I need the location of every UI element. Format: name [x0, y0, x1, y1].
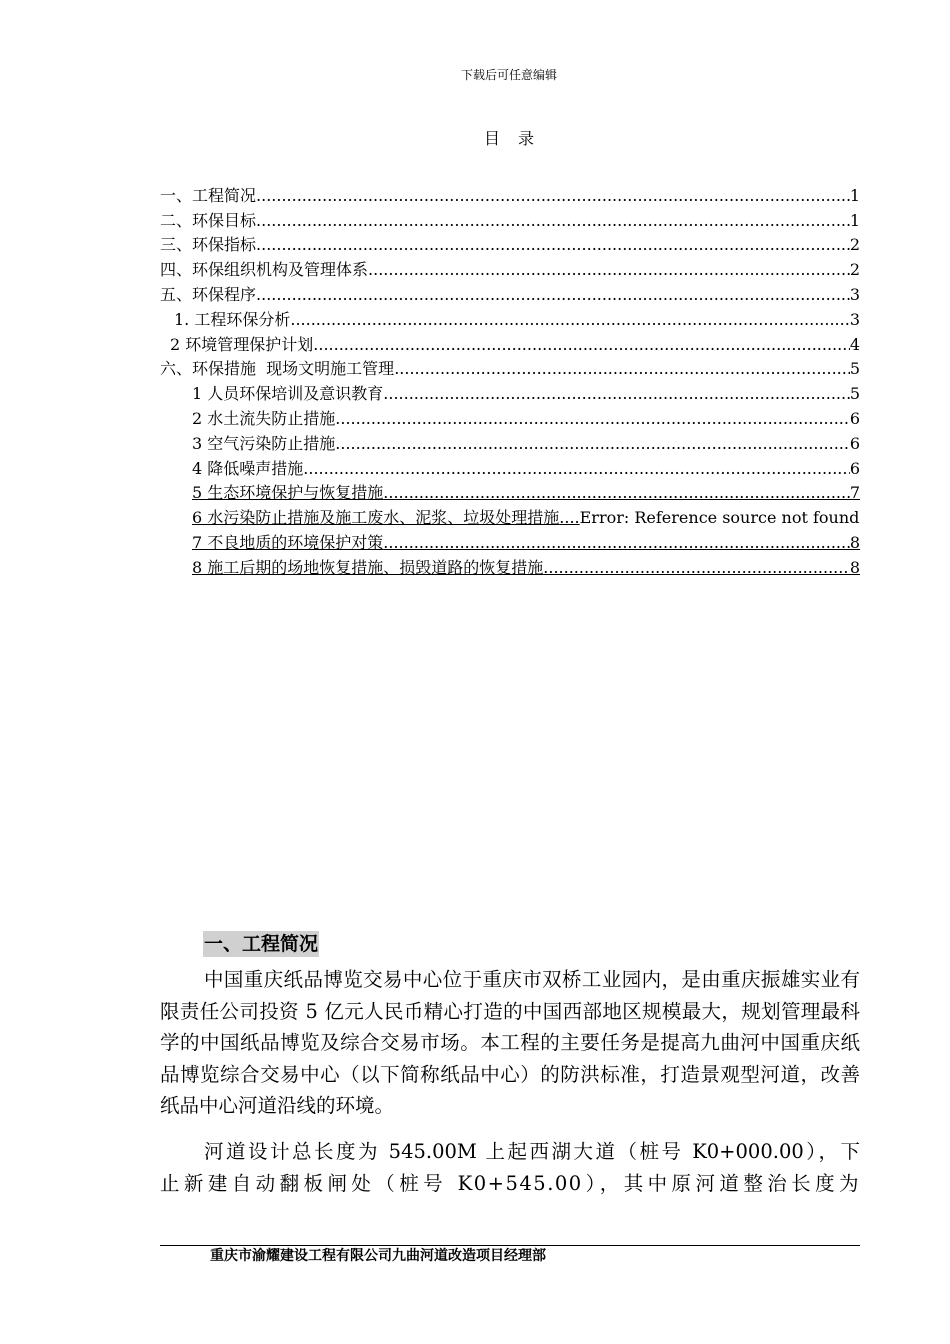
toc-leader [256, 184, 850, 208]
toc-entry-label: 4 降低噪声措施 [192, 458, 304, 478]
toc-entry-label: 2 环境管理保护计划 [170, 334, 314, 354]
toc-entry[interactable] [160, 357, 860, 382]
body-paragraph: 中国重庆纸品博览交易中心位于重庆市双桥工业园内，是由重庆振雄实业有限责任公司投资 5 亿元人民币精心打造的中国西部地区规模最大，规划管理最科学的中国纸品博览及综合交易市场。本工程的主要任务是提高九曲河中国重庆纸品博览综合交易中心（以下简称纸品中心）的防洪标准，打造景观型河道，改善纸品中心河道沿线的环境。 [160, 968, 860, 1117]
toc-title-right: 录 [518, 129, 535, 148]
toc-entry-page: 8 [849, 533, 860, 553]
toc-entry-page: 3 [849, 284, 860, 304]
body-line: 河道设计总长度为 545.00M 上起西湖大道（桩号 K0+000.00），下 [204, 1140, 860, 1163]
toc-entry-page: 3 [849, 309, 860, 329]
toc-entry[interactable] [160, 208, 860, 233]
toc-entry-page: 6 [849, 408, 860, 428]
toc-entry-label: 四、环保组织机构及管理体系 [160, 260, 369, 280]
toc-leader [543, 556, 850, 580]
toc-entry[interactable] [160, 431, 860, 456]
header-note: 下载后可任意编辑 [460, 68, 557, 82]
toc-entry-page: 6 [849, 433, 860, 453]
reference-error-text: Error: Reference source not found [579, 508, 860, 528]
toc-entry[interactable] [160, 183, 860, 208]
toc-entry-label: 8 施工后期的场地恢复措施、损毁道路的恢复措施 [192, 557, 544, 577]
toc-entry-label: 7 不良地质的环境保护对策 [192, 533, 384, 553]
toc-entry-page: 4 [849, 334, 860, 354]
toc-leader [256, 283, 850, 307]
toc-entry-link[interactable] [160, 555, 860, 580]
toc-entry-page: 1 [849, 185, 860, 205]
toc-leader [303, 457, 850, 481]
toc-entry-label: 三、环保指标 [160, 235, 257, 255]
toc-leader [335, 407, 850, 431]
toc-entry[interactable] [160, 406, 860, 431]
toc-leader [335, 432, 850, 456]
footer-text: 重庆市渝耀建设工程有限公司九曲河道改造项目经理部 [210, 1248, 546, 1264]
toc-entry-label: 6 水污染防止措施及施工废水、泥浆、垃圾处理措施 [192, 508, 560, 528]
toc-entry-page: 1 [849, 210, 860, 230]
toc-leader [383, 481, 850, 505]
toc-entry-label: 1 人员环保培训及意识教育 [192, 384, 384, 404]
toc-entry[interactable] [160, 381, 860, 406]
toc-title-left: 目 [483, 129, 500, 148]
toc-entry-link[interactable] [160, 481, 860, 506]
toc-entry[interactable] [160, 282, 860, 307]
toc-entry-page: 5 [849, 359, 860, 379]
table-of-contents [160, 183, 860, 580]
toc-entry-page: 6 [849, 458, 860, 478]
toc-entry-label: 六、环保措施 现场文明施工管理 [160, 359, 395, 379]
toc-entry[interactable] [160, 307, 860, 332]
toc-leader [290, 308, 849, 332]
toc-entry[interactable] [160, 233, 860, 258]
toc-leader [313, 333, 850, 357]
toc-entry-label: 2 水土流失防止措施 [192, 408, 336, 428]
toc-entry-page: 2 [849, 235, 860, 255]
toc-entry[interactable] [160, 456, 860, 481]
toc-leader [394, 357, 850, 381]
toc-entry-page: 7 [849, 483, 860, 503]
section-heading: 一、工程简况 [204, 933, 319, 955]
toc-entry-label: 二、环保目标 [160, 210, 257, 230]
toc-entry-link[interactable] [160, 530, 860, 555]
toc-entry-link[interactable] [160, 505, 860, 530]
toc-entry-label: 3 空气污染防止措施 [192, 433, 336, 453]
toc-entry[interactable] [160, 257, 860, 282]
toc-entry-label: 1. 工程环保分析 [174, 309, 291, 329]
toc-entry[interactable] [160, 332, 860, 357]
toc-entry-label: 五、环保程序 [160, 284, 257, 304]
toc-leader [256, 209, 850, 233]
toc-leader [383, 531, 850, 555]
body-line: 止新建自动翻板闸处（桩号 K0+545.00），其中原河道整治长度为 [160, 1171, 860, 1195]
toc-entry-page: 5 [849, 384, 860, 404]
toc-leader [256, 233, 850, 257]
toc-leader [368, 258, 850, 282]
toc-leader [383, 382, 850, 406]
toc-entry-page: 2 [849, 260, 860, 280]
toc-title [0, 126, 950, 149]
toc-leader: .... [559, 508, 580, 528]
toc-entry-label: 5 生态环境保护与恢复措施 [192, 483, 384, 503]
toc-entry-label: 一、工程简况 [160, 185, 257, 205]
body-paragraph [160, 1136, 860, 1199]
toc-entry-page: 8 [849, 557, 860, 577]
